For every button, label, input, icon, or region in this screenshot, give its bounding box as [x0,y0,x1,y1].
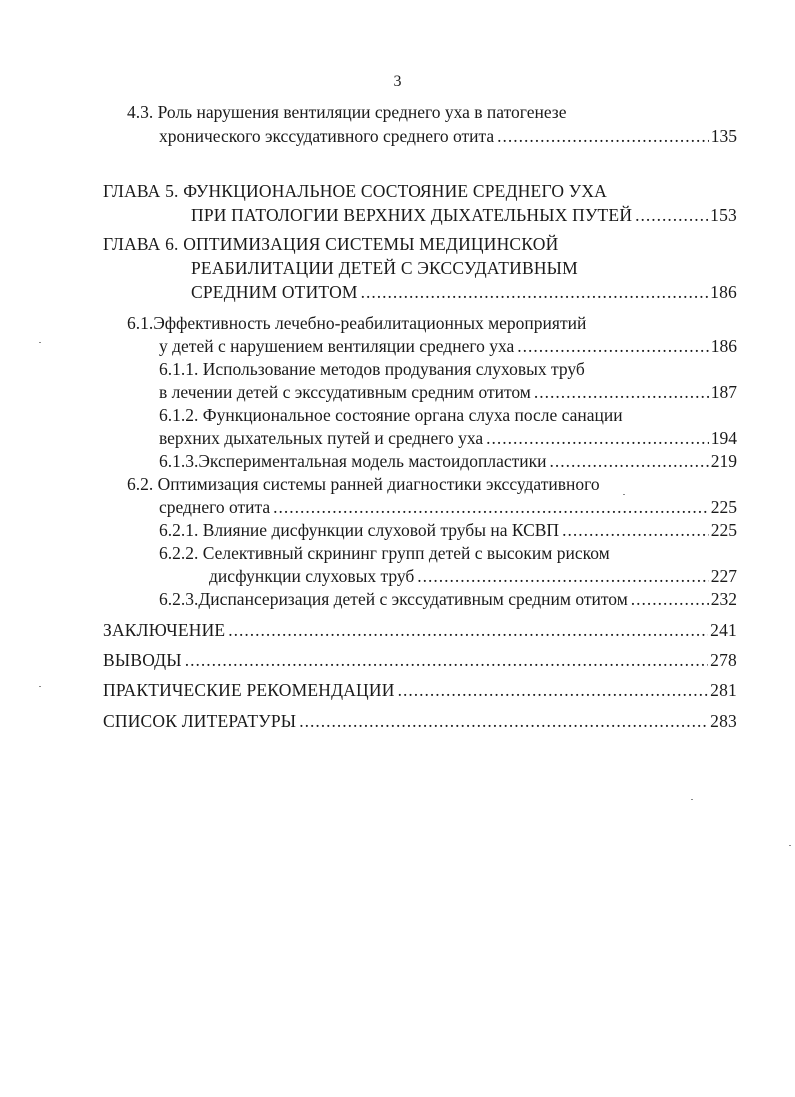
toc-page-number: 194 [710,428,737,448]
toc-page-number: 283 [710,711,737,731]
toc-recommendations [103,679,737,701]
scan-speck [39,342,41,343]
toc-entry-text: ПРИ ПАТОЛОГИИ ВЕРХНИХ ДЫХАТЕЛЬНЫХ ПУТЕЙ [191,205,633,225]
toc-entry-text: верхних дыхательных путей и среднего уха [159,428,484,448]
dot-leader [417,565,708,587]
toc-section-6-2-cont [159,496,737,518]
dot-leader [299,710,708,732]
toc-entry-text: хронического экссудативного среднего отита [159,126,495,146]
toc-entry-text: 6.2.3.Диспансеризация детей с экссудативным средним отитом [159,589,628,609]
toc-section-6-1 [127,312,737,334]
dot-leader [517,335,709,357]
toc-page-number: 241 [710,620,737,640]
toc-entry-text: ГЛАВА 6. ОПТИМИЗАЦИЯ СИСТЕМЫ МЕДИЦИНСКОЙ [103,234,559,254]
toc-entry-text: ГЛАВА 5. ФУНКЦИОНАЛЬНОЕ СОСТОЯНИЕ СРЕДНЕГО УХА [103,181,608,201]
toc-page-number: 135 [710,126,737,146]
toc-entry-text: у детей с нарушением вентиляции среднего уха [159,336,515,356]
scan-speck [789,845,791,846]
toc-section-6-1-1-cont [159,381,737,403]
toc-entry-text: СРЕДНИМ ОТИТОМ [191,282,358,302]
toc-page-number: 281 [710,680,737,700]
toc-chapter-6-cont [191,257,737,279]
toc-section-6-1-2 [159,404,737,426]
toc-section-6-1-3 [159,450,737,472]
toc-section-6-2-2-cont [209,565,737,587]
toc-page-number: 227 [710,566,737,586]
toc-entry-text: 6.2. Оптимизация системы ранней диагностики экссудативного [127,474,600,494]
scan-speck [691,799,693,800]
toc-entry-4-3-cont [159,125,737,147]
toc-findings [103,649,737,671]
scan-speck [623,494,625,495]
toc-section-6-2 [127,473,737,495]
toc-entry-text: РЕАБИЛИТАЦИИ ДЕТЕЙ С ЭКССУДАТИВНЫМ [191,258,578,278]
toc-entry-text: ВЫВОДЫ [103,650,182,670]
dot-leader [273,496,709,518]
dot-leader [398,679,709,701]
dot-leader [486,427,709,449]
toc-section-6-1-cont [159,335,737,357]
toc-entry-text: 6.1.3.Экспериментальная модель мастоидопластики [159,451,547,471]
toc-entry-text: 6.1.2. Функциональное состояние органа слуха после санации [159,405,623,425]
dot-leader [635,204,708,226]
toc-section-6-2-3 [159,588,737,610]
toc-entry-text: СПИСОК ЛИТЕРАТУРЫ [103,711,297,731]
toc-entry-text: среднего отита [159,497,271,517]
dot-leader [550,450,709,472]
toc-section-6-1-1 [159,358,737,380]
toc-page-number: 278 [710,650,737,670]
dot-leader [534,381,709,403]
toc-conclusion [103,619,737,641]
toc-chapter-6-cont2 [191,281,737,303]
dot-leader [185,649,708,671]
toc-entry-text: ПРАКТИЧЕСКИЕ РЕКОМЕНДАЦИИ [103,680,395,700]
toc-bibliography [103,710,737,732]
page-number: 3 [393,73,402,90]
toc-chapter-5-cont [191,204,737,226]
toc-entry-4-3 [127,101,737,123]
toc-page-number: 186 [710,282,737,302]
toc-chapter-5 [103,180,737,202]
dot-leader [361,281,708,303]
toc-entry-text: 6.2.2. Селективный скрининг групп детей с высоким риском [159,543,610,563]
toc-chapter-6 [103,233,737,255]
toc-entry-text: в лечении детей с экссудативным средним отитом [159,382,531,402]
toc-section-6-2-1 [159,519,737,541]
toc-entry-text: 4.3. Роль нарушения вентиляции среднего уха в патогенезе [127,102,567,122]
dot-leader [228,619,708,641]
dot-leader [631,588,709,610]
toc-entry-text: 6.1.Эффективность лечебно-реабилитационных мероприятий [127,313,587,333]
toc-entry-text: 6.2.1. Влияние дисфункции слуховой трубы на КСВП [159,520,560,540]
toc-section-6-2-2 [159,542,737,564]
toc-section-6-1-2-cont [159,427,737,449]
toc-page-number: 232 [710,589,737,609]
toc-entry-text: ЗАКЛЮЧЕНИЕ [103,620,226,640]
dot-leader [562,519,709,541]
toc-entry-text: 6.1.1. Использование методов продувания слуховых труб [159,359,585,379]
toc-page-number: 153 [710,205,737,225]
toc-page-number: 219 [710,451,737,471]
toc-page-number: 225 [710,520,737,540]
toc-page-number: 187 [710,382,737,402]
scan-speck [39,686,41,687]
toc-page-number: 186 [710,336,737,356]
toc-entry-text: дисфункции слуховых труб [209,566,415,586]
toc-page-number: 225 [710,497,737,517]
dot-leader [497,125,709,147]
